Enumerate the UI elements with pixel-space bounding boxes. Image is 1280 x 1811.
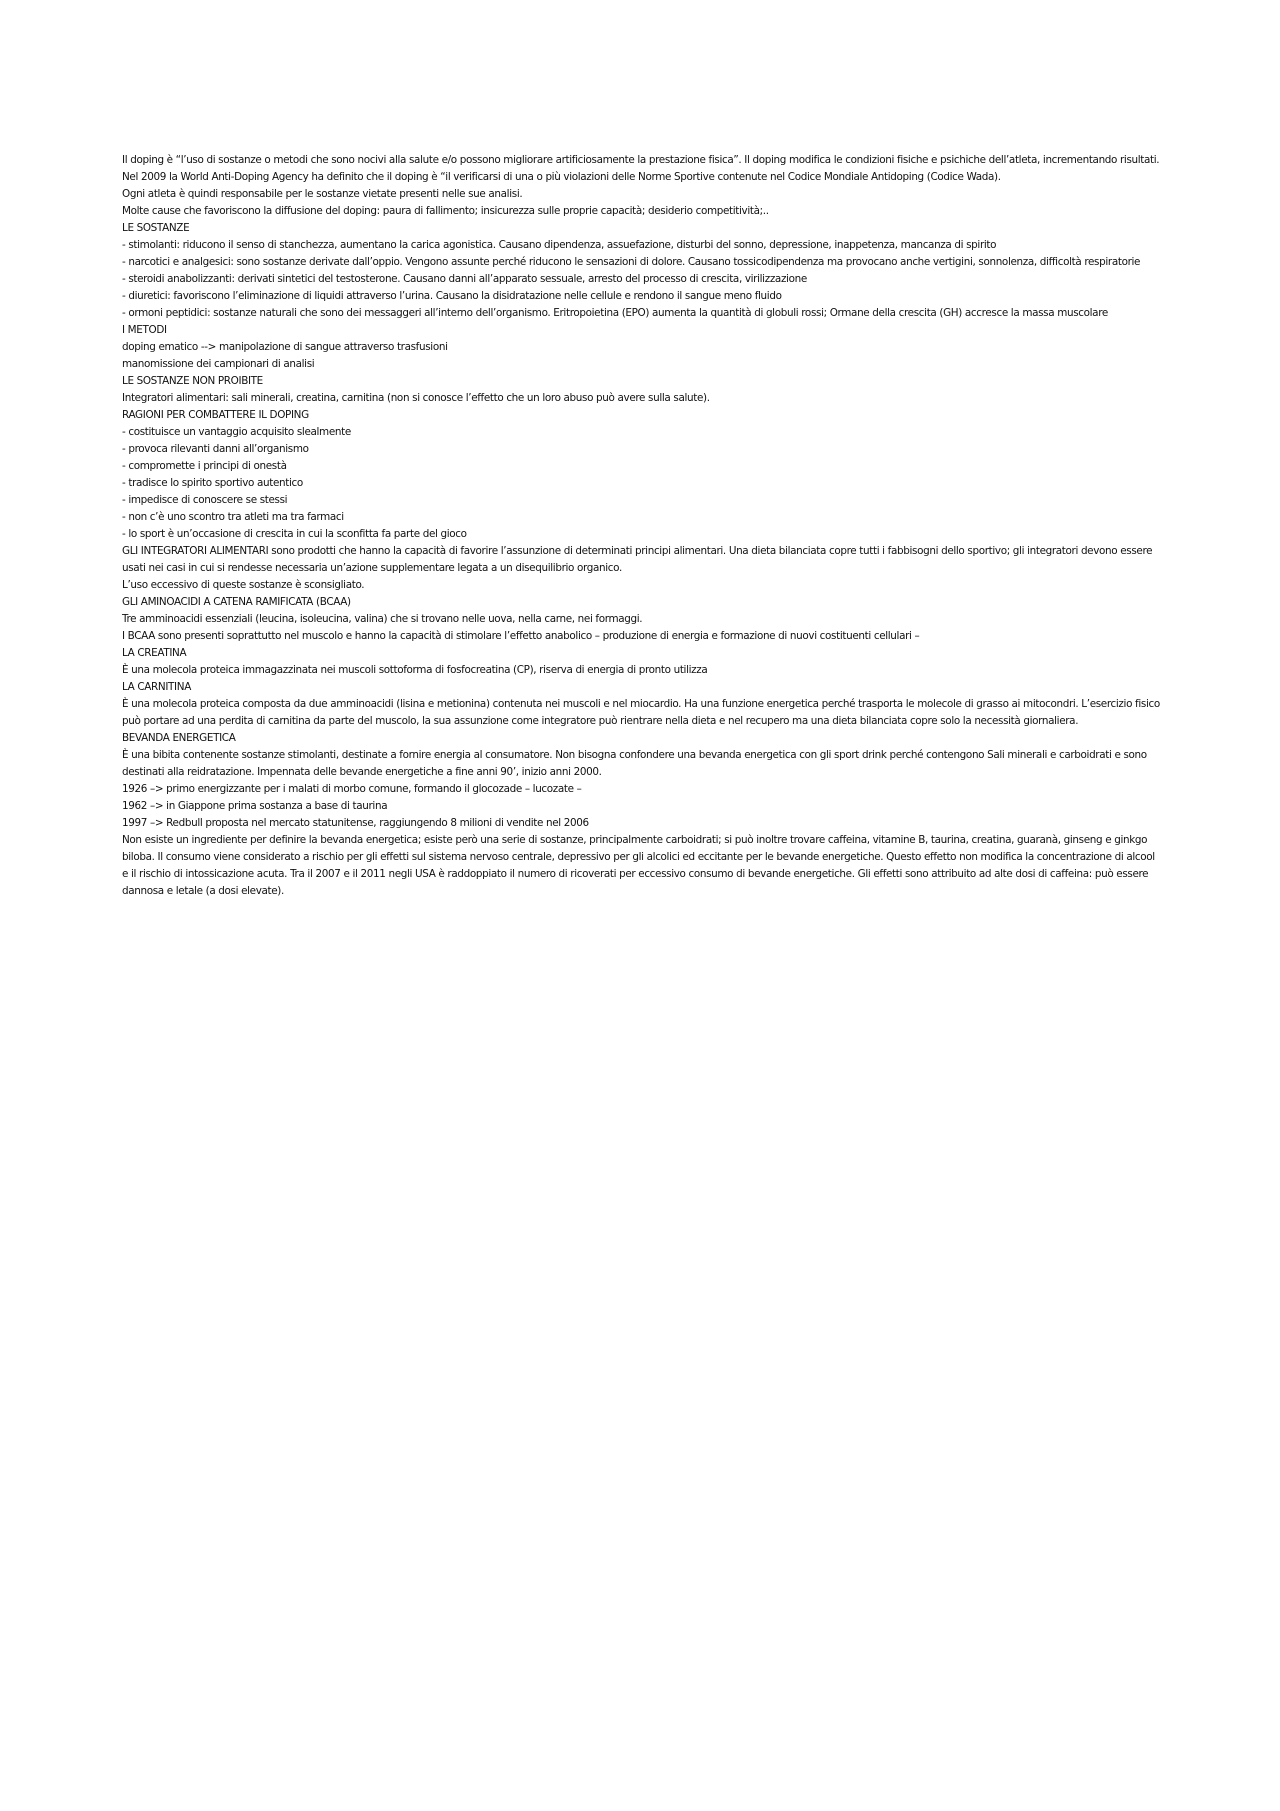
document-line: GLI AMINOACIDI A CATENA RAMIFICATA (BCAA)	[122, 596, 351, 608]
document-line: Non esiste un ingrediente per definire la bevanda energetica; esiste però una serie di sostanze, principalmente carboidrati; si può inoltre trovare caffeina, vitamine B, taurina, creatina, guaranà, ginseng e ginkgo biloba. Il consumo viene considerato a rischio per gli effetti sul sistema nervoso centrale, depressivo per gli alcolici ed eccitante per le bevande energetiche. Questo effetto non modifica la concentrazione di alcool e il rischio di intossicazione acuta. Tra il 2007 e il 2011 negli USA è raddoppiato il numero di ricoverati per eccessivo consumo di bevande energetiche. Gli effetti sono attribuito ad alte dosi di caffeina: può essere dannosa e letale (a dosi elevate).	[122, 834, 1155, 897]
document-line: LA CARNITINA	[122, 681, 191, 693]
document-line: - narcotici e analgesici: sono sostanze derivate dall’oppio. Vengono assunte perché riducono le sensazioni di dolore. Causano tossicodipendenza ma provocano anche vertigini, sonnolenza, difficoltà respiratorie	[122, 256, 1141, 268]
document-line: - impedisce di conoscere se stessi	[122, 494, 288, 506]
document-line: È una molecola proteica immagazzinata nei muscoli sottoforma di fosfocreatina (CP), riserva di energia di pronto utilizza	[122, 664, 708, 676]
document-line: LE SOSTANZE NON PROIBITE	[122, 375, 263, 387]
document-line: Ogni atleta è quindi responsabile per le sostanze vietate presenti nelle sue analisi.	[122, 188, 523, 200]
document-line: LA CREATINA	[122, 647, 187, 659]
document-body	[122, 152, 1162, 900]
document-line: - tradisce lo spirito sportivo autentico	[122, 477, 303, 489]
document-line: I METODI	[122, 324, 167, 336]
document-line: 1962 –> in Giappone prima sostanza a base di taurina	[122, 800, 388, 812]
document-line: Molte cause che favoriscono la diffusione del doping: paura di fallimento; insicurezza sulle proprie capacità; desiderio competitività;..	[122, 205, 769, 217]
document-line: - non c’è uno scontro tra atleti ma tra farmaci	[122, 511, 344, 523]
document-line: - provoca rilevanti danni all’organismo	[122, 443, 309, 455]
document-line: RAGIONI PER COMBATTERE IL DOPING	[122, 409, 309, 421]
document-line: Integratori alimentari: sali minerali, creatina, carnitina (non si conosce l’effetto che un loro abuso può avere sulla salute).	[122, 392, 710, 404]
document-line: I BCAA sono presenti soprattutto nel muscolo e hanno la capacità di stimolare l’effetto anabolico – produzione di energia e formazione di nuovi costituenti cellulari –	[122, 630, 920, 642]
document-line: GLI INTEGRATORI ALIMENTARI sono prodotti che hanno la capacità di favorire l’assunzione di determinati principi alimentari. Una dieta bilanciata copre tutti i fabbisogni dello sportivo; gli integratori devono essere usati nei casi in cui si rendesse necessaria un’azione supplementare legata a un disequilibrio organico.	[122, 545, 1153, 574]
document-line: È una molecola proteica composta da due amminoacidi (lisina e metionina) contenuta nei muscoli e nel miocardio. Ha una funzione energetica perché trasporta le molecole di grasso ai mitocondri. L’esercizio fisico può portare ad una perdita di carnitina da parte del muscolo, la sua assunzione come integratore può rientrare nella dieta e nel recupero ma una dieta bilanciata copre solo la necessità giornaliera.	[122, 698, 1160, 727]
document-line: Il doping è “l’uso di sostanze o metodi che sono nocivi alla salute e/o possono migliorare artificiosamente la prestazione fisica”. Il doping modifica le condizioni fisiche e psichiche dell’atleta, incrementando risultati. Nel 2009 la World Anti-Doping Agency ha definito che il doping è “il verificarsi di una o più violazioni delle Norme Sportive contenute nel Codice Mondiale Antidoping (Codice Wada).	[122, 154, 1160, 183]
document-line: - costituisce un vantaggio acquisito slealmente	[122, 426, 351, 438]
document-line: È una bibita contenente sostanze stimolanti, destinate a fornire energia al consumatore. Non bisogna confondere una bevanda energetica con gli sport drink perché contengono Sali minerali e carboidrati e sono destinati alla reidratazione. Impennata delle bevande energetiche a fine anni 90’, inizio anni 2000.	[122, 749, 1147, 778]
document-line: BEVANDA ENERGETICA	[122, 732, 236, 744]
document-line: 1997 –> Redbull proposta nel mercato statunitense, raggiungendo 8 milioni di vendite nel 2006	[122, 817, 589, 829]
document-line: doping ematico --> manipolazione di sangue attraverso trasfusioni	[122, 341, 448, 353]
document-line: - lo sport è un’occasione di crescita in cui la sconfitta fa parte del gioco	[122, 528, 467, 540]
document-line: 1926 –> primo energizzante per i malati di morbo comune, formando il glocozade – lucozate –	[122, 783, 582, 795]
document-line: - compromette i principi di onestà	[122, 460, 287, 472]
document-line: - diuretici: favoriscono l’eliminazione di liquidi attraverso l’urina. Causano la disidratazione nelle cellule e rendono il sangue meno fluido	[122, 290, 782, 302]
document-line: L’uso eccessivo di queste sostanze è sconsigliato.	[122, 579, 365, 591]
document-line: - stimolanti: riducono il senso di stanchezza, aumentano la carica agonistica. Causano dipendenza, assuefazione, disturbi del sonno, depressione, inappetenza, mancanza di spirito	[122, 239, 997, 251]
document-line: manomissione dei campionari di analisi	[122, 358, 315, 370]
document-line: LE SOSTANZE	[122, 222, 190, 234]
document-line: - steroidi anabolizzanti: derivati sintetici del testosterone. Causano danni all’apparato sessuale, arresto del processo di crescita, virilizzazione	[122, 273, 807, 285]
document-line: - ormoni peptidici: sostanze naturali che sono dei messaggeri all’interno dell’organismo. Eritropoietina (EPO) aumenta la quantità di globuli rossi; Ormane della crescita (GH) accresce la massa muscolare	[122, 307, 1108, 319]
document-line: Tre amminoacidi essenziali (leucina, isoleucina, valina) che si trovano nelle uova, nella carne, nei formaggi.	[122, 613, 643, 625]
